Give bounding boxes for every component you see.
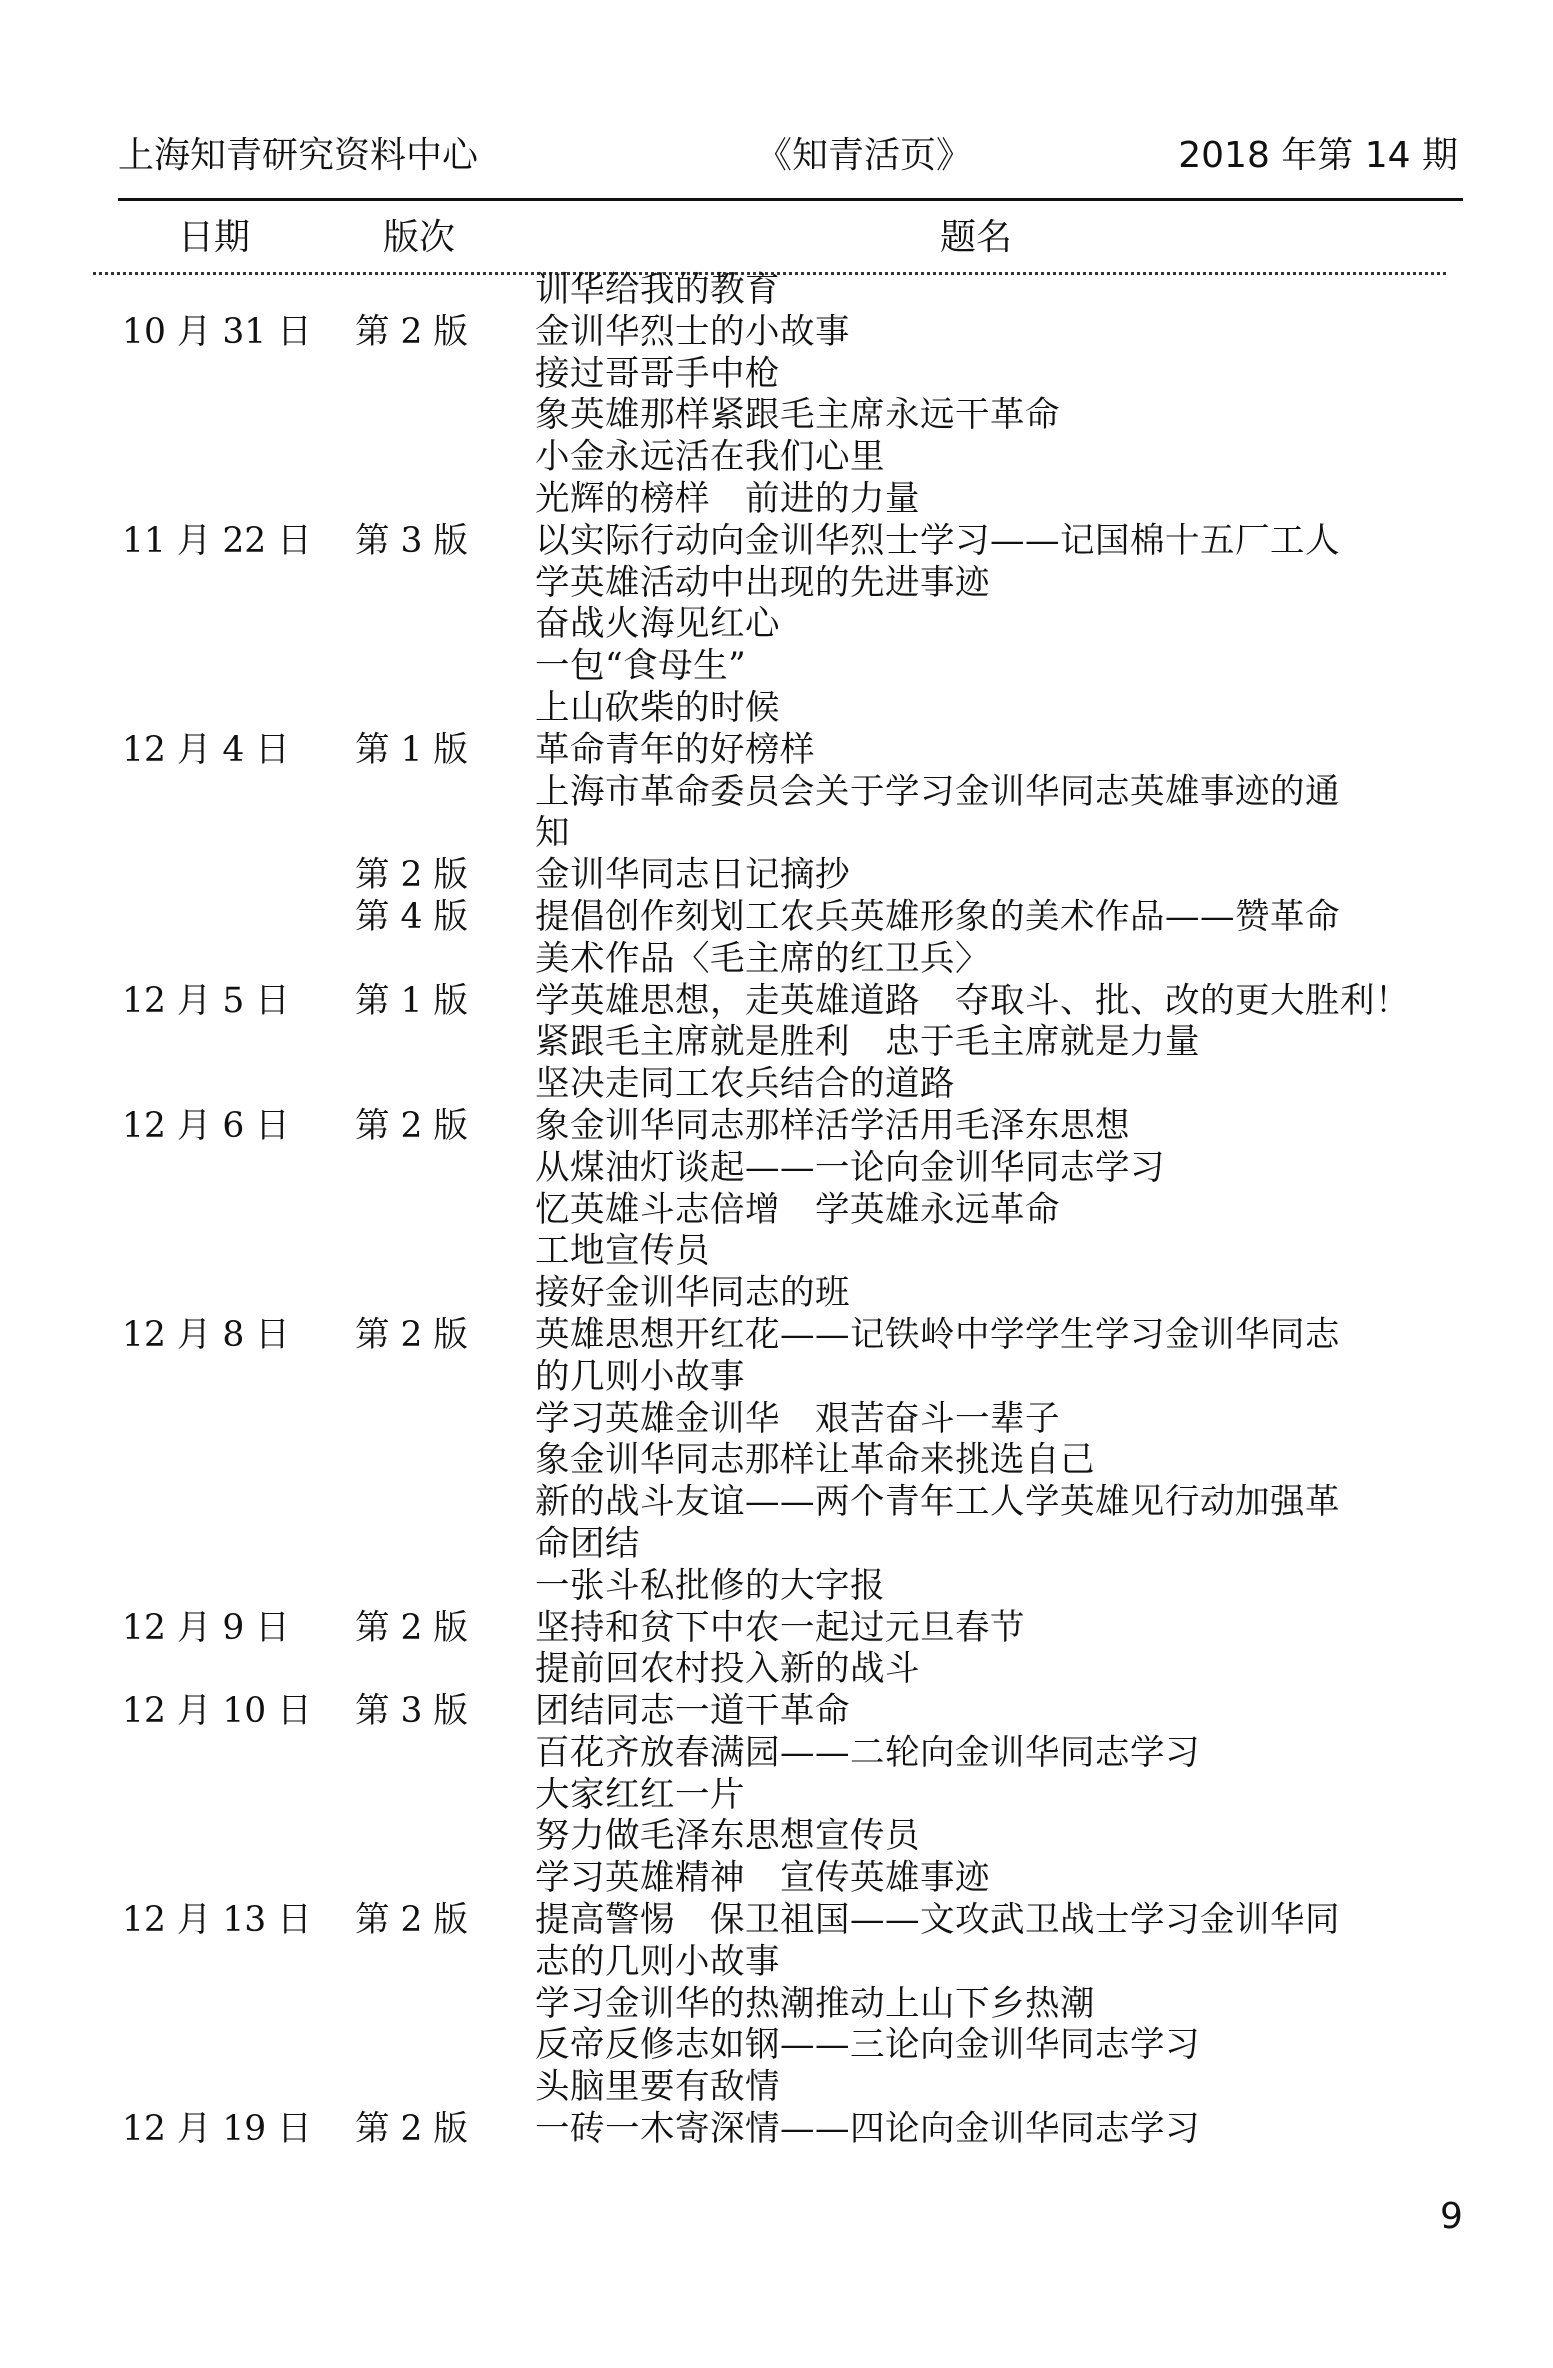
row-title: 奋战火海见红心	[535, 604, 780, 645]
page-number: 9	[1440, 2196, 1463, 2237]
table-row	[0, 1022, 1553, 1064]
row-edition: 第 2 版	[355, 1314, 468, 1355]
row-title: 光辉的榜样 前进的力量	[535, 478, 920, 519]
table-row	[0, 604, 1553, 646]
row-date: 12 月 19 日	[122, 2109, 312, 2150]
table-row	[0, 1440, 1553, 1482]
row-edition: 第 2 版	[355, 2109, 468, 2150]
table-row	[0, 1984, 1553, 2026]
row-title: 大家红红一片	[535, 1774, 745, 1815]
row-title: 小金永远活在我们心里	[535, 437, 885, 478]
table-row	[0, 395, 1553, 437]
header-publication-title: 《知青活页》	[756, 135, 973, 176]
row-title: 接过哥哥手中枪	[535, 353, 780, 394]
row-title: 提高警惕 保卫祖国——文攻武卫战士学习金训华同	[535, 1900, 1340, 1941]
header-publisher: 上海知青研究资料中心	[118, 135, 479, 176]
row-title: 革命青年的好榜样	[535, 729, 815, 770]
row-title: 坚持和贫下中农一起过元旦春节	[535, 1607, 1025, 1648]
row-title: 训华给我的教育	[535, 270, 780, 310]
table-row	[0, 2109, 1553, 2151]
table-row	[0, 646, 1553, 688]
table-row	[0, 855, 1553, 897]
table-row	[0, 1273, 1553, 1315]
table-row	[0, 1315, 1553, 1357]
row-edition: 第 3 版	[355, 1691, 468, 1732]
row-title: 百花齐放春满园——二轮向金训华同志学习	[535, 1732, 1200, 1773]
row-title: 象金训华同志那样让革命来挑选自己	[535, 1440, 1095, 1481]
row-date: 12 月 6 日	[122, 1105, 290, 1146]
table-row	[0, 813, 1553, 855]
column-header-edition: 版次	[383, 217, 456, 258]
table-row	[0, 981, 1553, 1023]
row-date: 12 月 4 日	[122, 729, 290, 770]
index-table	[0, 270, 1553, 2151]
table-row	[0, 437, 1553, 479]
row-title: 学习金训华的热潮推动上山下乡热潮	[535, 1983, 1095, 2024]
table-row	[0, 1733, 1553, 1775]
table-row	[0, 1858, 1553, 1900]
table-row	[0, 1148, 1553, 1190]
row-title: 志的几则小故事	[535, 1941, 780, 1982]
table-row	[0, 772, 1553, 814]
row-title: 提倡创作刻划工农兵英雄形象的美术作品——赞革命	[535, 896, 1340, 937]
table-row	[0, 1524, 1553, 1566]
table-row	[0, 354, 1553, 396]
row-title: 学习英雄金训华 艰苦奋斗一辈子	[535, 1398, 1060, 1439]
table-row	[0, 1064, 1553, 1106]
row-title: 学英雄活动中出现的先进事迹	[535, 562, 990, 603]
table-row	[0, 939, 1553, 981]
row-title: 接好金训华同志的班	[535, 1273, 850, 1314]
row-date: 10 月 31 日	[122, 311, 312, 352]
row-title: 一张斗私批修的大字报	[535, 1565, 885, 1606]
row-title: 忆英雄斗志倍增 学英雄永远革命	[535, 1189, 1060, 1230]
table-row	[0, 1900, 1553, 1942]
table-row	[0, 1649, 1553, 1691]
table-row	[0, 1566, 1553, 1608]
table-row	[0, 563, 1553, 605]
row-edition: 第 1 版	[355, 980, 468, 1021]
row-title: 学英雄思想，走英雄道路 夺取斗、批、改的更大胜利！	[535, 980, 1410, 1021]
table-row	[0, 521, 1553, 563]
table-row	[0, 1691, 1553, 1733]
table-row	[0, 1190, 1553, 1232]
table-row	[0, 1106, 1553, 1148]
row-title: 提前回农村投入新的战斗	[535, 1649, 920, 1690]
column-header-date: 日期	[178, 217, 251, 258]
row-title: 象英雄那样紧跟毛主席永远干革命	[535, 395, 1060, 436]
table-row	[0, 1357, 1553, 1399]
row-title: 从煤油灯谈起——一论向金训华同志学习	[535, 1147, 1165, 1188]
row-title: 一砖一木寄深情——四论向金训华同志学习	[535, 2109, 1200, 2150]
row-title: 头脑里要有敌情	[535, 2067, 780, 2108]
table-row	[0, 479, 1553, 521]
row-edition: 第 1 版	[355, 729, 468, 770]
row-title: 学习英雄精神 宣传英雄事迹	[535, 1858, 990, 1899]
table-row	[0, 1399, 1553, 1441]
row-edition: 第 2 版	[355, 1105, 468, 1146]
table-row	[0, 897, 1553, 939]
row-edition: 第 2 版	[355, 855, 468, 896]
row-title: 美术作品〈毛主席的红卫兵〉	[535, 938, 990, 979]
table-row	[0, 1816, 1553, 1858]
row-title: 上海市革命委员会关于学习金训华同志英雄事迹的通	[535, 771, 1340, 812]
row-title: 新的战斗友谊——两个青年工人学英雄见行动加强革	[535, 1482, 1340, 1523]
row-title: 紧跟毛主席就是胜利 忠于毛主席就是力量	[535, 1022, 1200, 1063]
row-title: 团结同志一道干革命	[535, 1691, 850, 1732]
row-date: 12 月 10 日	[122, 1691, 312, 1732]
row-title: 以实际行动向金训华烈士学习——记国棉十五厂工人	[535, 520, 1340, 561]
row-title: 工地宣传员	[535, 1231, 710, 1272]
table-row	[0, 312, 1553, 354]
header-rule	[118, 198, 1463, 201]
row-edition: 第 2 版	[355, 1607, 468, 1648]
column-header-title: 题名	[940, 217, 1013, 258]
row-title: 知	[535, 813, 570, 854]
table-row	[0, 1231, 1553, 1273]
row-title: 努力做毛泽东思想宣传员	[535, 1816, 920, 1857]
table-row	[0, 2067, 1553, 2109]
row-title: 金训华烈士的小故事	[535, 311, 850, 352]
row-title: 一包“食母生”	[535, 646, 747, 687]
row-date: 12 月 8 日	[122, 1314, 290, 1355]
row-edition: 第 2 版	[355, 1900, 468, 1941]
row-date: 12 月 13 日	[122, 1900, 312, 1941]
row-title: 反帝反修志如钢——三论向金训华同志学习	[535, 2025, 1200, 2066]
table-row	[0, 688, 1553, 730]
row-edition: 第 3 版	[355, 520, 468, 561]
row-title: 金训华同志日记摘抄	[535, 855, 850, 896]
row-title: 上山砍柴的时候	[535, 687, 780, 728]
row-date: 12 月 9 日	[122, 1607, 290, 1648]
row-title: 的几则小故事	[535, 1356, 745, 1397]
header-issue: 2018 年第 14 期	[1178, 135, 1458, 176]
row-title: 象金训华同志那样活学活用毛泽东思想	[535, 1105, 1130, 1146]
row-date: 12 月 5 日	[122, 980, 290, 1021]
table-row	[0, 1775, 1553, 1817]
row-title: 坚决走同工农兵结合的道路	[535, 1064, 955, 1105]
row-edition: 第 4 版	[355, 896, 468, 937]
table-row	[0, 1482, 1553, 1524]
table-row	[0, 1608, 1553, 1650]
table-row	[0, 2025, 1553, 2067]
row-edition: 第 2 版	[355, 311, 468, 352]
row-date: 11 月 22 日	[122, 520, 312, 561]
row-title: 英雄思想开红花——记铁岭中学学生学习金训华同志	[535, 1314, 1340, 1355]
table-row	[0, 1942, 1553, 1984]
table-row	[0, 730, 1553, 772]
row-title: 命团结	[535, 1523, 640, 1564]
table-row	[0, 270, 1553, 312]
